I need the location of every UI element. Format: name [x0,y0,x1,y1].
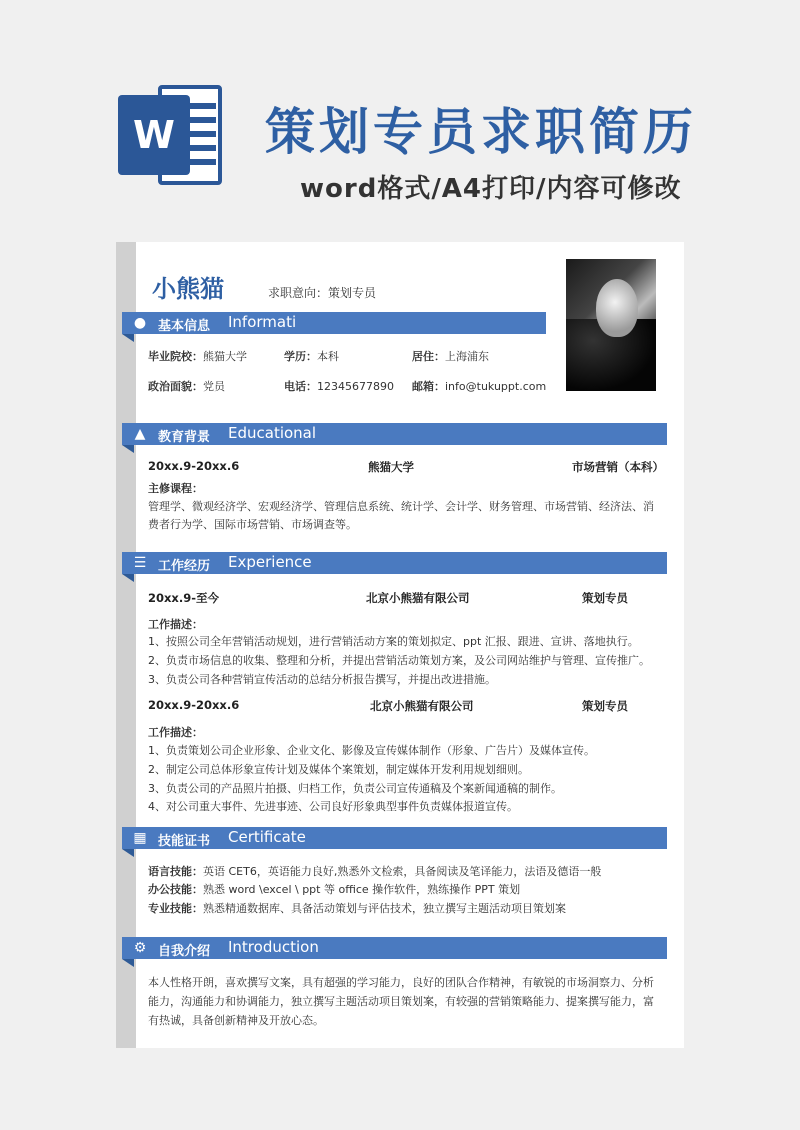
info-label: 居住： [412,350,445,363]
job-desc-item: 3、负责公司的产品照片拍摄、归档工作，负责公司宣传通稿及个案新闻通稿的制作。 [148,782,562,795]
info-value: 熊猫大学 [203,350,247,363]
job-role: 策划专员 [582,591,628,605]
info-email [412,380,546,394]
job-desc-label: 工作描述： [148,726,203,739]
skill-label: 语言技能： [148,865,203,878]
skill-value: 英语 CET6，英语能力良好,熟悉外文检索，具备阅读及笔译能力，法语及德语一般 [203,865,602,878]
section-header-experience [122,552,667,574]
candidate-name: 小熊猫 [152,275,224,303]
info-label: 政治面貌： [148,380,203,393]
profile-photo [566,259,656,391]
info-residence [412,350,489,364]
job-intent-value: 策划专员 [328,286,377,300]
section-title-cn: 教育背景 [158,430,211,445]
job-desc-label: 工作描述： [148,618,203,631]
info-phone [284,380,394,394]
section-header-basic-info [122,312,546,334]
job-desc-item: 2、负责市场信息的收集、整理和分析，并提出营销活动策划方案，及公司网站维护与管理、宣传推广。 [148,654,650,667]
job-desc-item: 2、制定公司总体形象宣传计划及媒体个案策划，制定媒体开发利用规划细则。 [148,763,529,776]
skill-office [148,883,520,897]
section-title-cn: 技能证书 [158,834,211,849]
edu-major: 市场营销（本科） [572,460,664,474]
skill-label: 专业技能： [148,902,203,915]
skill-label: 办公技能： [148,883,203,896]
job-desc-item: 1、负责策划公司企业形象、企业文化、影像及宣传媒体制作（形象、广告片）及媒体宣传。 [148,744,595,757]
info-school [148,350,247,364]
section-title-en: Introduction [228,938,319,956]
job-desc-item: 3、负责公司各种营销宣传活动的总结分析报告撰写，并提出改进措施。 [148,673,496,686]
job-role: 策划专员 [582,699,628,713]
section-title-en: Certificate [228,828,306,846]
info-value: 上海浦东 [445,350,489,363]
info-value: 本科 [317,350,339,363]
skill-value: 熟悉精通数据库、具备活动策划与评估技术，独立撰写主题活动项目策划案 [203,902,566,915]
gear-icon: ⚙ [133,940,147,956]
section-header-skills [122,827,667,849]
graduation-cap-icon: ▲ [134,426,146,442]
section-title-en: Experience [228,553,312,571]
courses-label: 主修课程： [148,482,203,495]
job-intent-label: 求职意向： [268,286,329,300]
skill-value: 熟悉 word \excel \ ppt 等 office 操作软件，熟练操作 PPT 策划 [203,883,521,896]
info-political [148,380,225,394]
grid-icon: ▦ [133,830,147,846]
job-company: 北京小熊猫有限公司 [366,591,470,605]
job-intent [268,284,376,301]
banner [0,0,800,240]
resume-page [133,242,684,1048]
job-company: 北京小熊猫有限公司 [370,699,474,713]
job-period: 20xx.9-20xx.6 [148,698,240,712]
section-title-cn: 基本信息 [158,319,211,334]
info-value: 12345677890 [317,380,394,393]
section-title-cn: 自我介绍 [158,944,211,959]
info-value: 党员 [203,380,225,393]
info-label: 邮箱： [412,380,445,393]
section-header-education [122,423,667,445]
edu-school: 熊猫大学 [368,460,414,474]
section-title-cn: 工作经历 [158,559,211,574]
banner-title: 策划专员求职简历 [265,103,697,161]
user-icon: ● [133,315,147,331]
info-label: 电话： [284,380,317,393]
edu-period: 20xx.9-20xx.6 [148,459,240,473]
info-value: info@tukuppt.com [445,380,547,393]
banner-subtitle: word格式/A4打印/内容可修改 [300,174,682,204]
section-title-en: Educational [228,424,317,442]
section-header-intro [122,937,667,959]
courses-text: 管理学、微观经济学、宏观经济学、管理信息系统、统计学、会计学、财务管理、市场营销、经济法、消费者行为学、国际市场营销、市场调查等。 [148,500,654,531]
job-desc-item: 4、对公司重大事件、先进事迹、公司良好形象典型事件负责媒体报道宣传。 [148,800,518,813]
info-label: 毕业院校： [148,350,203,363]
job-desc-item: 1、按照公司全年营销活动规划，进行营销活动方案的策划拟定、ppt 汇报、跟进、宣讲、落地执行。 [148,635,639,648]
info-label: 学历： [284,350,317,363]
job-period: 20xx.9-至今 [148,591,219,605]
word-w-badge: W [118,95,190,175]
list-icon: ☰ [133,555,147,571]
skill-professional [148,902,566,916]
skill-language [148,865,601,879]
section-title-en: Informati [228,313,297,331]
intro-text: 本人性格开朗，喜欢撰写文案，具有超强的学习能力，良好的团队合作精神，有敏锐的市场洞察力、分析能力，沟通能力和协调能力，独立撰写主题活动项目策划案，有较强的营销策略能力、提案撰写能力，富有热诚，具备创新精神及开放心态。 [148,976,654,1027]
info-degree [284,350,339,364]
word-document-icon [118,85,223,185]
